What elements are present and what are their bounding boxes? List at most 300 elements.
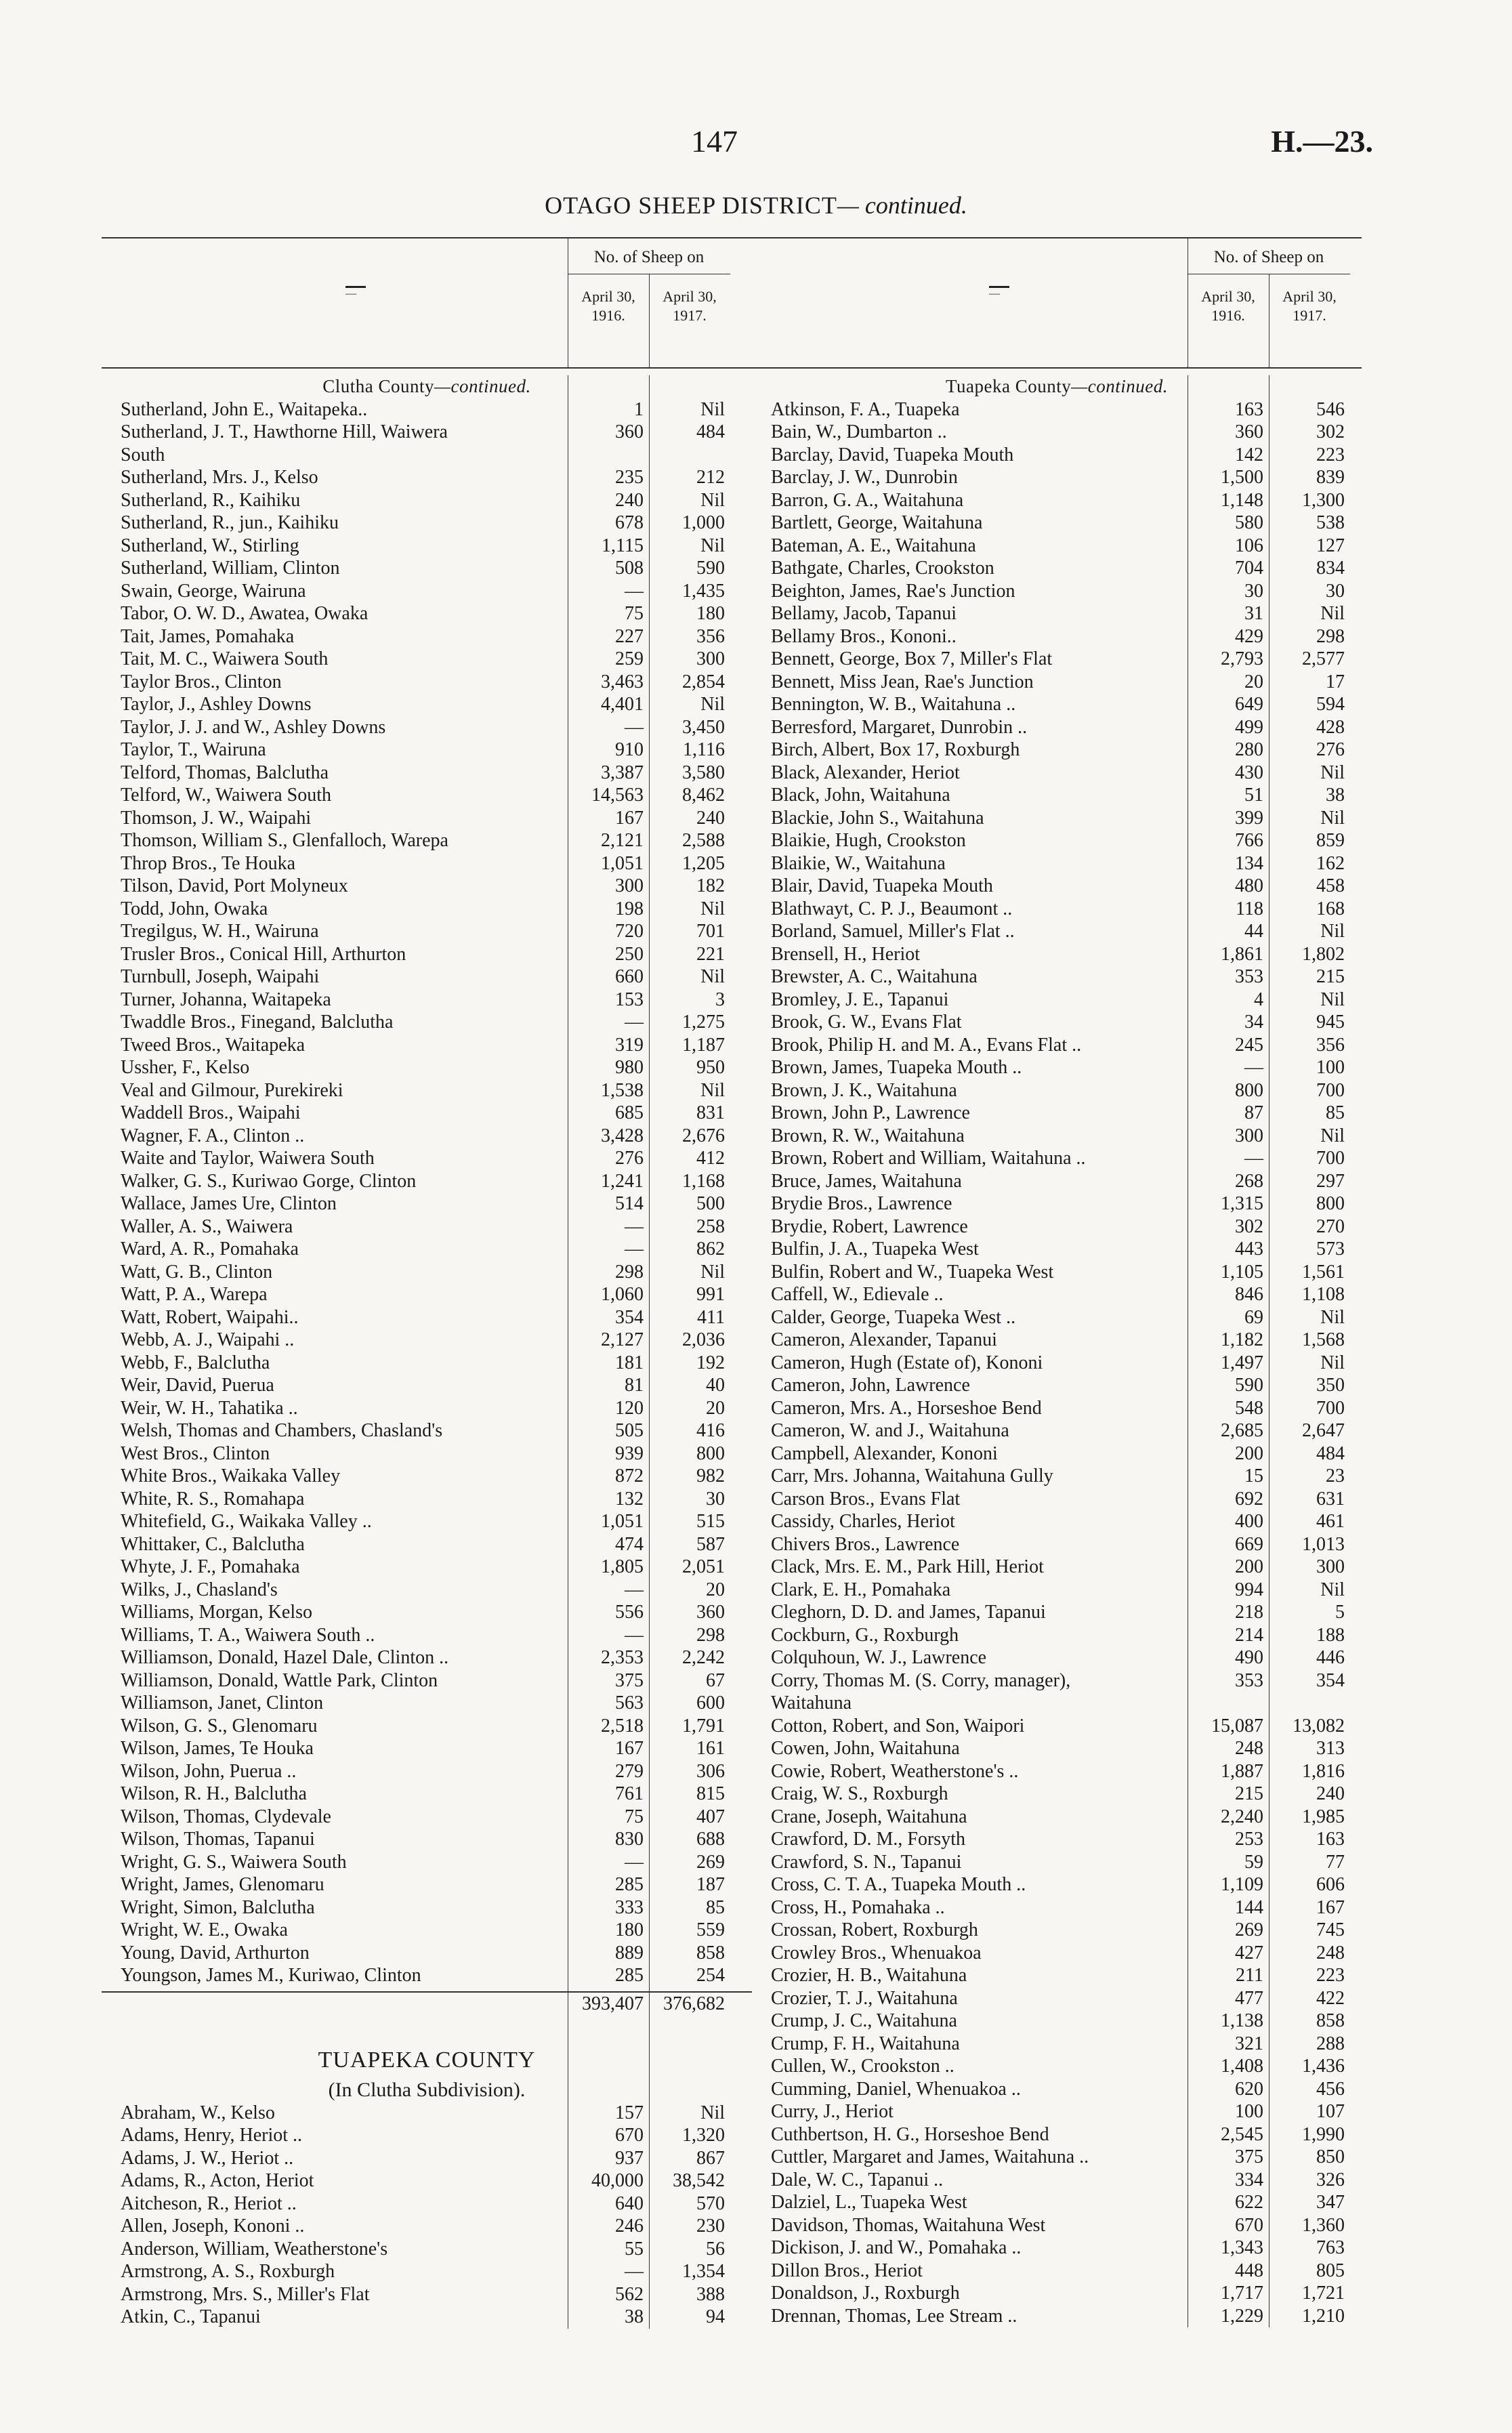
- sheep-1917: 1,210: [1302, 2305, 1345, 2327]
- sheep-1916: 1,315: [1221, 1193, 1263, 1214]
- sheep-1916: 298: [615, 1261, 644, 1283]
- sheep-1916: 872: [615, 1465, 644, 1486]
- holder-name: Webb, F., Balclutha: [121, 1352, 270, 1373]
- sheep-1916: 704: [1235, 558, 1263, 579]
- sheep-1917: 982: [696, 1465, 725, 1486]
- sheep-1916: 685: [615, 1102, 644, 1123]
- header-no-sheep: No. of Sheep on: [1213, 248, 1324, 266]
- sheep-1917: 700: [1316, 1079, 1345, 1101]
- sheep-1917: 546: [1316, 398, 1345, 420]
- sheep-1916: 994: [1235, 1579, 1263, 1600]
- holder-name: Colquhoun, W. J., Lawrence: [771, 1647, 987, 1668]
- holder-name: Tweed Bros., Waitapeka: [121, 1034, 306, 1056]
- sheep-1916: —: [625, 580, 644, 602]
- table-row: [752, 2305, 1362, 2328]
- sheep-1916: 211: [1236, 1965, 1263, 1986]
- sheep-1917: 700: [1316, 1148, 1345, 1169]
- table-row: [102, 580, 752, 603]
- table-row: [752, 602, 1362, 625]
- table-row: [102, 920, 752, 943]
- sheep-1916: 556: [615, 1602, 644, 1623]
- table-row: [752, 920, 1362, 943]
- sheep-1916: 429: [1235, 625, 1263, 647]
- table-row: [752, 762, 1362, 785]
- table-row: [752, 1579, 1362, 1602]
- sheep-1917: 1,791: [682, 1715, 725, 1737]
- holder-name: Bennett, Miss Jean, Rae's Junction: [771, 671, 1034, 692]
- table-row: [102, 1465, 752, 1488]
- sheep-1917: 20: [706, 1397, 725, 1419]
- district-title-continued: — continued.: [837, 192, 967, 219]
- sheep-1917: 701: [696, 921, 725, 942]
- table-row: [102, 1125, 752, 1148]
- table-row: [752, 1601, 1362, 1624]
- sheep-1916: 660: [615, 966, 644, 987]
- holder-name: Telford, Thomas, Balclutha: [121, 762, 329, 783]
- sheep-1916: 448: [1235, 2260, 1263, 2281]
- header-col-1916-line2: 1916.: [1211, 307, 1245, 324]
- holder-name: Sutherland, William, Clinton: [121, 558, 340, 579]
- sheep-1917: 606: [1316, 1874, 1345, 1895]
- table-row: [752, 1692, 1362, 1715]
- sheep-1916: 620: [1235, 2078, 1263, 2100]
- holder-name: Cumming, Daniel, Whenuakoa ..: [771, 2078, 1021, 2100]
- table-row: [102, 1352, 752, 1375]
- sheep-1916: 15,087: [1211, 1715, 1263, 1737]
- holder-name: Bateman, A. E., Waitahuna: [771, 535, 976, 556]
- sheep-1917: 326: [1316, 2169, 1345, 2190]
- holder-name: Thomson, J. W., Waipahi: [121, 807, 312, 829]
- sheep-1917: 20: [706, 1579, 725, 1600]
- sheep-1916: 766: [1235, 830, 1263, 851]
- table-row: [102, 1011, 752, 1034]
- sheep-1917: Nil: [700, 535, 725, 556]
- holder-name: Thomson, William S., Glenfalloch, Warepa: [121, 830, 448, 851]
- sheep-1917: 1,990: [1302, 2123, 1345, 2145]
- holder-name: Wright, Simon, Balclutha: [121, 1896, 315, 1918]
- table-row: [752, 2033, 1362, 2056]
- holder-name: Wilson, James, Te Houka: [121, 1738, 314, 1759]
- sheep-1917: 2,577: [1302, 648, 1345, 669]
- table-row: [102, 1873, 752, 1896]
- sheep-1917: 484: [696, 421, 725, 442]
- sheep-1916: 1,717: [1221, 2283, 1263, 2304]
- table-row: [752, 1488, 1362, 1511]
- sheep-1916: —: [1244, 1057, 1263, 1078]
- sheep-1917: 356: [1316, 1034, 1345, 1056]
- sheep-1916: 353: [1235, 966, 1263, 987]
- sheep-1916: 144: [1235, 1896, 1263, 1918]
- table-row: [102, 1919, 752, 1942]
- table-row: [102, 1737, 752, 1760]
- sheep-1916: 333: [615, 1896, 644, 1918]
- table-row: [102, 875, 752, 898]
- sheep-1916: 132: [615, 1488, 644, 1510]
- table-row: [102, 1806, 752, 1829]
- sheep-1917: Nil: [1320, 921, 1345, 942]
- holder-name: Blackie, John S., Waitahuna: [771, 807, 984, 829]
- table-row: [102, 739, 752, 762]
- table-row: [102, 1419, 752, 1442]
- sheep-1917: 223: [1316, 1965, 1345, 1986]
- table-row: [102, 1601, 752, 1624]
- sheep-1917: 162: [1316, 852, 1345, 874]
- holder-name: Abraham, W., Kelso: [121, 2102, 275, 2123]
- holder-name: Williams, T. A., Waiwera South ..: [121, 1624, 375, 1646]
- sheep-1916: 245: [1235, 1034, 1263, 1056]
- sheep-1916: 134: [1235, 852, 1263, 874]
- sheep-1916: 38: [625, 2306, 644, 2327]
- sheep-1917: 354: [1316, 1669, 1345, 1691]
- table-row: [752, 784, 1362, 807]
- sheep-1916: 253: [1235, 1829, 1263, 1850]
- sheep-1917: Nil: [700, 2102, 725, 2123]
- table-row: [752, 1034, 1362, 1057]
- sheep-1917: 416: [696, 1420, 725, 1441]
- sheep-1916: —: [625, 1215, 644, 1237]
- holder-name: Wilson, R. H., Balclutha: [121, 1783, 307, 1804]
- table-row: [752, 943, 1362, 966]
- table-row: [102, 2306, 752, 2329]
- sheep-1916: 720: [615, 921, 644, 942]
- table-row: [102, 1170, 752, 1193]
- table-row: [102, 512, 752, 535]
- sheep-1916: 1,241: [601, 1170, 644, 1192]
- sheep-1917: 182: [696, 875, 725, 896]
- table-row: [102, 852, 752, 875]
- holder-name: Cuthbertson, H. G., Horseshoe Bend: [771, 2123, 1049, 2145]
- table-row: [752, 1919, 1362, 1942]
- header-col-1917-line1: April 30,: [1282, 288, 1337, 305]
- table-row: [102, 1374, 752, 1397]
- sheep-1916: 427: [1235, 1942, 1263, 1963]
- sheep-1917: 107: [1316, 2101, 1345, 2122]
- holder-name: Crozier, H. B., Waitahuna: [771, 1965, 967, 1986]
- holder-name: Wilson, John, Puerua ..: [121, 1760, 297, 1782]
- holder-name: Cameron, W. and J., Waitahuna: [771, 1420, 1009, 1441]
- sheep-1917: 3: [715, 989, 725, 1010]
- sheep-1916: 400: [1235, 1511, 1263, 1532]
- table-row: [102, 2260, 752, 2283]
- table-row: [102, 716, 752, 739]
- holder-name: Adams, Henry, Heriot ..: [121, 2125, 303, 2146]
- table-row: [102, 648, 752, 671]
- holder-name: Taylor Bros., Clinton: [121, 671, 282, 692]
- sheep-1917: 215: [1316, 966, 1345, 987]
- table-row: [102, 2102, 752, 2125]
- holder-name: White, R. S., Romahapa: [121, 1488, 305, 1510]
- sheep-1916: 590: [1235, 1375, 1263, 1396]
- sheep-1917: 745: [1316, 1919, 1345, 1940]
- sheep-1917: 815: [696, 1783, 725, 1804]
- sheep-1917: 230: [696, 2216, 725, 2237]
- holder-name: Blair, David, Tuapeka Mouth: [771, 875, 993, 896]
- sheep-1917: 127: [1316, 535, 1345, 556]
- holder-name: Brown, J. K., Waitahuna: [771, 1079, 957, 1101]
- sheep-1916: 1,538: [601, 1079, 644, 1101]
- sheep-1917: 573: [1316, 1239, 1345, 1260]
- table-row: [752, 1987, 1362, 2010]
- sheep-1916: 670: [1235, 2214, 1263, 2236]
- sheep-1916: 1: [634, 398, 644, 420]
- holder-name: Wagner, F. A., Clinton ..: [121, 1125, 305, 1146]
- sheep-1916: 268: [1235, 1170, 1263, 1192]
- sheep-1916: 669: [1235, 1533, 1263, 1555]
- total-1917: 376,682: [663, 1993, 725, 2014]
- holder-name: Dale, W. C., Tapanui ..: [771, 2169, 944, 2190]
- holder-name: Brown, James, Tuapeka Mouth ..: [771, 1057, 1022, 1078]
- table-row: [752, 648, 1362, 671]
- holder-name: West Bros., Clinton: [121, 1442, 270, 1464]
- sheep-1916: 15: [1244, 1465, 1263, 1486]
- right-column: [752, 237, 1362, 2327]
- sheep-1917: 1,108: [1302, 1284, 1345, 1305]
- holder-name: Wilks, J., Chasland's: [121, 1579, 278, 1600]
- holder-name: Waitahuna: [771, 1692, 852, 1713]
- sheep-1917: 858: [696, 1942, 725, 1963]
- holder-name: Dillon Bros., Heriot: [771, 2260, 923, 2281]
- sheep-1917: Nil: [1320, 1352, 1345, 1373]
- table-row: [102, 989, 752, 1012]
- sheep-1916: 1,887: [1221, 1760, 1263, 1782]
- holder-name: Bellamy, Jacob, Tapanui: [771, 603, 957, 624]
- sheep-1917: 2,588: [682, 830, 725, 851]
- sheep-1917: 240: [1316, 1783, 1345, 1804]
- table-row: [752, 2260, 1362, 2283]
- holder-name: Cockburn, G., Roxburgh: [771, 1624, 959, 1646]
- table-row: [102, 1079, 752, 1102]
- holder-name: Bromley, J. E., Tapanui: [771, 989, 949, 1010]
- sheep-1917: 461: [1316, 1511, 1345, 1532]
- holder-name: Cameron, Hugh (Estate of), Kononi: [771, 1352, 1043, 1373]
- table-row: [102, 557, 752, 580]
- holder-name: Bulfin, Robert and W., Tuapeka West: [771, 1261, 1054, 1283]
- sheep-1917: 1,802: [1302, 943, 1345, 965]
- table-row: [752, 1442, 1362, 1465]
- sheep-1916: 181: [615, 1352, 644, 1373]
- sheep-1917: 302: [1316, 421, 1345, 442]
- holder-name: Bruce, James, Waitahuna: [771, 1170, 962, 1192]
- holder-name: Watt, G. B., Clinton: [121, 1261, 273, 1283]
- table-row: [102, 421, 752, 444]
- sheep-1917: 559: [696, 1919, 725, 1940]
- sheep-1917: Nil: [700, 898, 725, 919]
- sheep-1916: 167: [615, 807, 644, 829]
- table-row: [752, 2282, 1362, 2305]
- sheep-1917: Nil: [700, 694, 725, 715]
- sheep-1917: 3,580: [682, 762, 725, 783]
- sheep-1917: 800: [1316, 1193, 1345, 1214]
- table-row: [752, 1147, 1362, 1170]
- holder-name: Tait, M. C., Waiwera South: [121, 648, 329, 669]
- sheep-1916: 167: [615, 1738, 644, 1759]
- table-row: [752, 512, 1362, 535]
- sheep-1917: 167: [1316, 1896, 1345, 1918]
- sheep-1917: 538: [1316, 512, 1345, 533]
- holder-name: Crozier, T. J., Waitahuna: [771, 1987, 958, 2009]
- holder-name: Caffell, W., Edievale ..: [771, 1284, 944, 1305]
- holder-name: Bathgate, Charles, Crookston: [771, 558, 994, 579]
- holder-name: Berresford, Margaret, Dunrobin ..: [771, 716, 1028, 738]
- header-no-sheep: No. of Sheep on: [593, 248, 705, 266]
- sheep-1916: —: [625, 716, 644, 738]
- holder-name: Bellamy Bros., Kononi..: [771, 625, 957, 647]
- left-table-header: [102, 237, 752, 369]
- table-row: [102, 444, 752, 467]
- sheep-1916: 300: [615, 875, 644, 896]
- table-row: [102, 398, 752, 421]
- table-row: [102, 466, 752, 489]
- sheep-1917: 1,116: [683, 739, 725, 760]
- table-row: [752, 1715, 1362, 1738]
- sheep-1917: 1,275: [682, 1012, 725, 1033]
- sheep-1917: 23: [1326, 1465, 1345, 1486]
- sheep-1916: —: [625, 1012, 644, 1033]
- holder-name: Wright, G. S., Waiwera South: [121, 1851, 347, 1873]
- sheep-1916: 1,138: [1221, 2010, 1263, 2031]
- sheep-1916: 215: [1235, 1783, 1263, 1804]
- sheep-1917: 1,300: [1302, 489, 1345, 511]
- holder-name: Crawford, D. M., Forsyth: [771, 1829, 965, 1850]
- sheep-1917: Nil: [700, 398, 725, 420]
- holder-name: Bartlett, George, Waitahuna: [771, 512, 983, 533]
- holder-name: Whitefield, G., Waikaka Valley ..: [121, 1511, 372, 1532]
- sheep-1916: 59: [1244, 1851, 1263, 1873]
- sheep-1917: 515: [696, 1511, 725, 1532]
- holder-name: Blaikie, W., Waitahuna: [771, 852, 946, 874]
- table-row: [752, 535, 1362, 558]
- holder-name: Ussher, F., Kelso: [121, 1057, 250, 1078]
- sheep-1916: 360: [615, 421, 644, 442]
- sheep-1917: 297: [1316, 1170, 1345, 1192]
- holder-name: Borland, Samuel, Miller's Flat ..: [771, 921, 1015, 942]
- holder-name: Armstrong, A. S., Roxburgh: [121, 2261, 335, 2282]
- holder-name: Beighton, James, Rae's Junction: [771, 580, 1015, 602]
- table-row: [752, 1669, 1362, 1692]
- table-row: [752, 1942, 1362, 1965]
- table-row: [102, 1329, 752, 1352]
- holder-name: Dalziel, L., Tuapeka West: [771, 2192, 967, 2213]
- table-row: [752, 989, 1362, 1012]
- sheep-1917: 1,436: [1302, 2056, 1345, 2077]
- table-row: [102, 898, 752, 921]
- table-row: [752, 2214, 1362, 2237]
- holder-name: Brewster, A. C., Waitahuna: [771, 966, 978, 987]
- holder-name: Ward, A. R., Pomahaka: [121, 1239, 299, 1260]
- sheep-1917: 456: [1316, 2078, 1345, 2100]
- holder-name: Brydie Bros., Lawrence: [771, 1193, 952, 1214]
- table-row: [102, 1942, 752, 1965]
- table-row: [752, 1646, 1362, 1669]
- sheep-1917: 763: [1316, 2237, 1345, 2258]
- sheep-1916: 106: [1235, 535, 1263, 556]
- table-row: [102, 1760, 752, 1783]
- county-subheading-text: (In Clutha Subdivision).: [328, 2079, 526, 2101]
- holder-name: Turner, Johanna, Waitapeka: [121, 989, 331, 1010]
- table-row: [752, 1261, 1362, 1284]
- sheep-1916: 670: [615, 2125, 644, 2146]
- table-row: [102, 1624, 752, 1647]
- sheep-1916: 200: [1235, 1556, 1263, 1577]
- sheep-1917: 94: [706, 2306, 725, 2327]
- table-row: [752, 1419, 1362, 1442]
- table-row: [102, 943, 752, 966]
- sheep-1917: Nil: [1320, 1306, 1345, 1328]
- sheep-1916: 480: [1235, 875, 1263, 896]
- sheep-1917: 446: [1316, 1647, 1345, 1668]
- sheep-1917: 168: [1316, 898, 1345, 919]
- sheep-1916: 375: [615, 1669, 644, 1691]
- table-row: [102, 2238, 752, 2261]
- holder-name: Weir, David, Puerua: [121, 1375, 274, 1396]
- holder-name: Crawford, S. N., Tapanui: [771, 1851, 962, 1873]
- sheep-1916: 1,861: [1221, 943, 1263, 965]
- sheep-1917: Nil: [1320, 762, 1345, 783]
- holder-name: Brensell, H., Heriot: [771, 943, 921, 965]
- sheep-1917: 411: [697, 1306, 725, 1328]
- table-row: [752, 1125, 1362, 1148]
- header-col-1917: [1269, 287, 1350, 325]
- sheep-1917: 188: [1316, 1624, 1345, 1646]
- table-row: [752, 2146, 1362, 2169]
- sheep-1917: 2,647: [1302, 1420, 1345, 1441]
- sheep-1916: 69: [1244, 1306, 1263, 1328]
- holder-name: Sutherland, John E., Waitapeka..: [121, 398, 368, 420]
- section-heading-text: Clutha County: [322, 376, 435, 396]
- holder-name: Corry, Thomas M. (S. Corry, manager),: [771, 1669, 1071, 1691]
- table-row: [752, 898, 1362, 921]
- sheep-1916: 3,463: [601, 671, 644, 692]
- sheep-1917: 221: [696, 943, 725, 965]
- sheep-1916: —: [625, 1239, 644, 1260]
- table-row: [752, 2100, 1362, 2123]
- sheep-1916: 4: [1254, 989, 1263, 1010]
- holder-name: Williams, Morgan, Kelso: [121, 1602, 312, 1623]
- sheep-1917: Nil: [1320, 1125, 1345, 1146]
- holder-name: Taylor, J., Ashley Downs: [121, 694, 312, 715]
- table-row: [752, 1896, 1362, 1919]
- holder-name: Birch, Albert, Box 17, Roxburgh: [771, 739, 1020, 760]
- sheep-1916: 246: [615, 2216, 644, 2237]
- sheep-1916: —: [625, 1579, 644, 1600]
- sheep-1916: 505: [615, 1420, 644, 1441]
- table-row: [102, 1215, 752, 1239]
- sheep-1917: 700: [1316, 1397, 1345, 1419]
- sheep-1916: 14,563: [591, 785, 644, 806]
- sheep-1917: 1,985: [1302, 1806, 1345, 1827]
- table-row: [752, 1170, 1362, 1193]
- table-row: [752, 1011, 1362, 1034]
- table-row: [102, 1533, 752, 1556]
- sheep-1917: 3,450: [682, 716, 725, 738]
- table-row: [752, 1329, 1362, 1352]
- table-row: [102, 1283, 752, 1306]
- sheep-1917: 180: [696, 603, 725, 624]
- sheep-1917: 298: [1316, 625, 1345, 647]
- sheep-1917: 56: [706, 2238, 725, 2260]
- header-col-1916-line2: 1916.: [591, 307, 625, 324]
- sheep-1916: 300: [1235, 1125, 1263, 1146]
- holder-name: Waite and Taylor, Waiwera South: [121, 1148, 375, 1169]
- table-row: [752, 1397, 1362, 1420]
- holder-name: Cameron, John, Lawrence: [771, 1375, 970, 1396]
- holder-name: Sutherland, Mrs. J., Kelso: [121, 467, 318, 488]
- sheep-1916: —: [625, 2261, 644, 2282]
- sheep-1916: 118: [1236, 898, 1263, 919]
- holder-name: Bennett, George, Box 7, Miller's Flat: [771, 648, 1053, 669]
- holder-name: Cameron, Mrs. A., Horseshoe Bend: [771, 1397, 1042, 1419]
- section-heading: [102, 375, 752, 398]
